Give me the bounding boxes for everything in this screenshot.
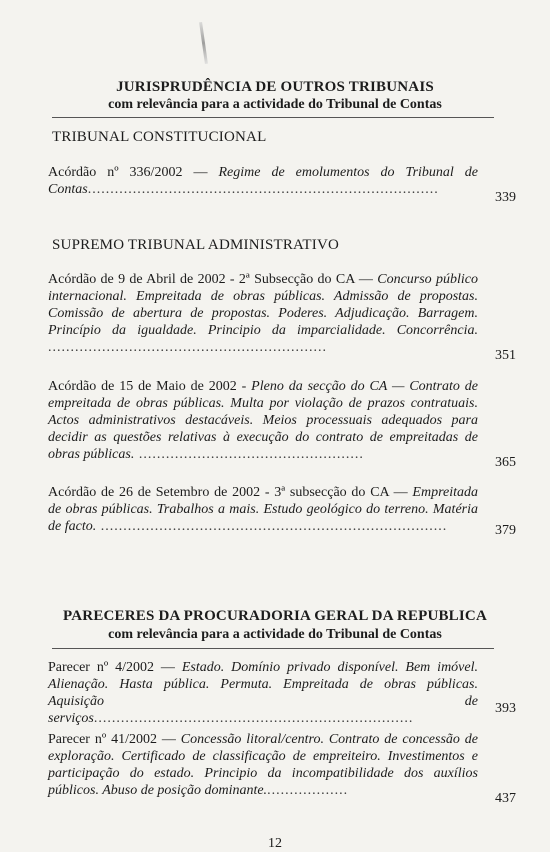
heading-rule xyxy=(52,648,494,649)
entry-description: Concessão litoral/centro. Contrato de concessão de exploração. Certificado de classificação de empreiteiro. Investimentos e participação do estado. Principio da incompatibilidade dos auxílios públicos. Abuso de posição dominante. xyxy=(48,732,479,798)
entry-reference: Acórdão de 9 de Abril de 2002 - 2ª Subsecção do CA — xyxy=(48,272,373,287)
entry-reference: Acórdão de 26 de Setembro de 2002 - 3ª subsecção do CA — xyxy=(48,485,408,500)
toc-entry xyxy=(48,164,478,198)
toc-entry xyxy=(48,378,478,463)
section-subheading-outros-tribunais: com relevância para a actividade do Tribunal de Contas xyxy=(108,97,442,112)
section-title-tribunal-constitucional: TRIBUNAL CONSTITUCIONAL xyxy=(52,129,267,145)
section-heading-outros-tribunais: JURISPRUDÊNCIA DE OUTROS TRIBUNAIS xyxy=(116,79,434,95)
entry-reference: Acórdão de 15 de Maio de 2002 - xyxy=(48,379,247,394)
entry-page-number: 379 xyxy=(495,523,516,538)
entry-page-number: 365 xyxy=(495,455,516,470)
page-folio: 12 xyxy=(268,836,282,851)
toc-entry xyxy=(48,659,478,727)
leader-dots: .............................................................. xyxy=(48,340,327,355)
entry-description: Estado. Domínio privado disponível. Bem imóvel. Alienação. Hasta pública. Permuta. Empreitada de obras públicas. Aquisição de serviços xyxy=(48,660,478,726)
leader-dots: .................. xyxy=(267,783,349,798)
entry-description: Pleno da secção do CA — Contrato de empreitada de obras públicas. Multa por violação de prazos contratuais. Actos administrativos destacáveis. Meios processuais adequados para decidir as questões relativas à execução do contrato de empreitadas de obras públicas. xyxy=(48,379,479,462)
entry-page-number: 339 xyxy=(495,190,516,205)
entry-page-number: 351 xyxy=(495,348,516,363)
entry-description: Concurso público internacional. Empreitada de obras públicas. Admissão de propostas. Comissão de abertura de propostas. Poderes. Adjudicação. Barragem. Princípio da igualdade. Principio da imparcialidade. Concorrência. xyxy=(48,272,479,338)
entry-reference: Acórdão nº 336/2002 — xyxy=(48,165,208,180)
leader-dots: .............................................................................. xyxy=(87,182,439,197)
section-heading-pareceres: PARECERES DA PROCURADORIA GERAL DA REPUBLICA xyxy=(63,608,487,624)
section-title-supremo-tribunal-administrativo: SUPREMO TRIBUNAL ADMINISTRATIVO xyxy=(52,237,340,253)
heading-rule xyxy=(52,117,494,118)
entry-description: Regime de emolumentos do Tribunal de Contas xyxy=(48,165,479,197)
entry-page-number: 437 xyxy=(495,791,516,806)
leader-dots: ............................................................................. xyxy=(96,519,448,534)
leader-dots: .................................................. xyxy=(134,447,364,462)
section-subheading-pareceres: com relevância para a actividade do Tribunal de Contas xyxy=(108,627,442,642)
scan-mark xyxy=(199,22,208,64)
entry-reference: Parecer nº 4/2002 — xyxy=(48,660,175,675)
entry-description: Empreitada de obras públicas. Trabalhos a mais. Estudo geológico do terreno. Matéria de facto. xyxy=(48,485,478,534)
toc-entry xyxy=(48,271,478,356)
entry-reference: Parecer nº 41/2002 — xyxy=(48,732,176,747)
toc-entry xyxy=(48,731,478,799)
leader-dots: ....................................................................... xyxy=(93,711,414,726)
toc-entry xyxy=(48,484,478,535)
entry-page-number: 393 xyxy=(495,701,516,716)
